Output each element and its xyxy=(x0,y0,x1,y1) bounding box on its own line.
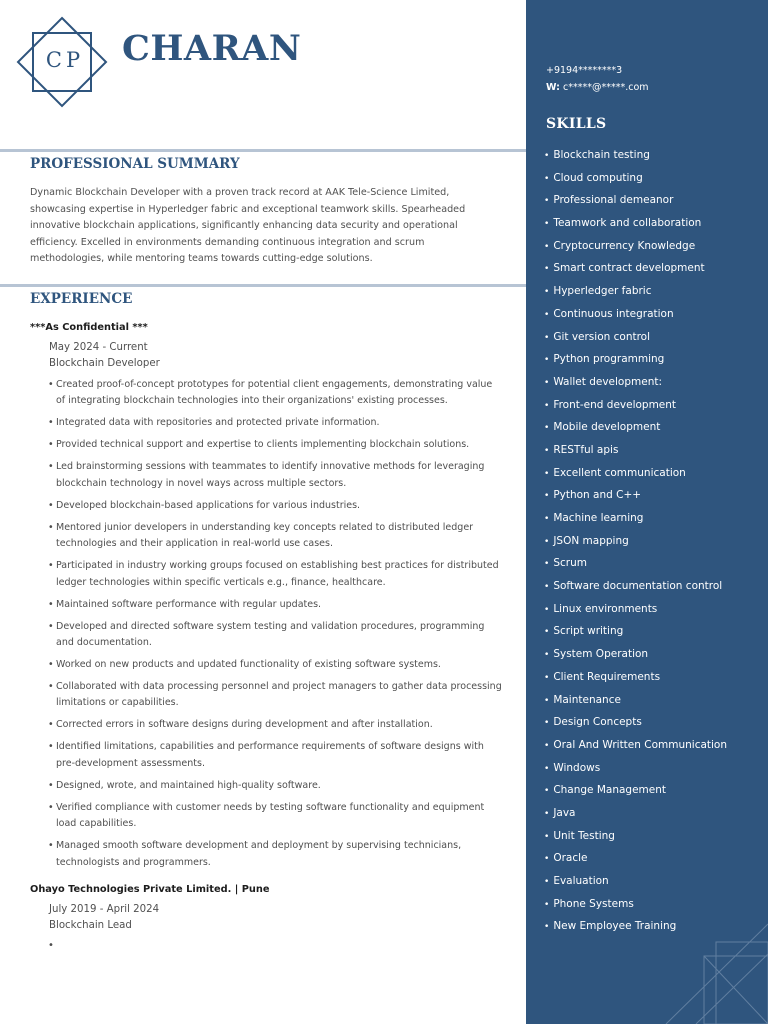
skill-item: • Teamwork and collaboration xyxy=(544,214,727,237)
skill-item: • Python programming xyxy=(544,350,727,373)
job-bullet: • Provided technical support and expertise to clients implementing blockchain solutions. xyxy=(48,437,504,453)
skill-item: • Wallet development: xyxy=(544,373,727,396)
skill-item: • System Operation xyxy=(544,645,727,668)
summary-heading: PROFESSIONAL SUMMARY xyxy=(30,156,240,172)
job-bullet: • Identified limitations, capabilities and performance requirements of software designs with pre-development assessments. xyxy=(48,739,504,772)
job-bullet: • Maintained software performance with regular updates. xyxy=(48,597,504,613)
skill-item: • JSON mapping xyxy=(544,532,727,555)
skill-item: • Excellent communication xyxy=(544,464,727,487)
contact-email-row xyxy=(546,79,649,96)
summary-text: Dynamic Blockchain Developer with a proven track record at AAK Tele-Science Limited, showcasing expertise in Hyperledger fabric and exceptional teamwork skills. Spearheaded innovative blockchain applications, significantly enhancing data security and operational efficiency. Excelled in environments demanding continuous integration and scrum methodologies, while mentoring teams towards cutting-edge solutions. xyxy=(30,187,466,265)
job-bullet: • Participated in industry working groups focused on establishing best practices for distributed ledger technologies within specific verticals e.g., finance, healthcare. xyxy=(48,558,504,591)
job-company: Ohayo Technologies Private Limited. | Pune xyxy=(30,884,270,895)
job-role: Blockchain Developer xyxy=(49,358,160,369)
contact-block xyxy=(546,62,649,96)
skill-item: • Java xyxy=(544,804,727,827)
skill-item: • Blockchain testing xyxy=(544,146,727,169)
skill-item: • RESTful apis xyxy=(544,441,727,464)
job-bullet: • Collaborated with data processing personnel and project managers to gather data processing limitations or capabilities. xyxy=(48,679,504,712)
contact-phone: +9194********3 xyxy=(546,65,623,76)
sidebar xyxy=(526,0,768,1024)
contact-email-label: W: xyxy=(546,82,560,93)
skill-item: • Mobile development xyxy=(544,418,727,441)
job-bullet: • Verified compliance with customer needs by testing software functionality and equipment load capabilities. xyxy=(48,800,504,833)
contact-email: c*****@*****.com xyxy=(563,82,649,93)
job-bullet: • Worked on new products and updated functionality of existing software systems. xyxy=(48,657,504,673)
job-bullet: • Developed blockchain-based applications for various industries. xyxy=(48,498,504,514)
skill-item: • Oral And Written Communication xyxy=(544,736,727,759)
experience-heading: EXPERIENCE xyxy=(30,291,133,307)
skill-item: • New Employee Training xyxy=(544,917,727,940)
job-role: Blockchain Lead xyxy=(49,920,132,931)
job-bullet: • Managed smooth software development and deployment by supervising technicians, technologists and programmers. xyxy=(48,838,504,871)
skill-item: • Client Requirements xyxy=(544,668,727,691)
empty-bullet-marker: • xyxy=(48,940,54,951)
skill-item: • Phone Systems xyxy=(544,895,727,918)
skill-item: • Machine learning xyxy=(544,509,727,532)
skill-item: • Hyperledger fabric xyxy=(544,282,727,305)
job-company: ***As Confidential *** xyxy=(30,322,148,333)
skill-item: • Design Concepts xyxy=(544,713,727,736)
job-bullet: • Created proof-of-concept prototypes for potential client engagements, demonstrating value of integrating blockchain technologies into their organizations' existing processes. xyxy=(48,377,504,410)
skill-item: • Change Management xyxy=(544,781,727,804)
job-bullet: • Mentored junior developers in understanding key concepts related to distributed ledger technologies and their application in real-world use cases. xyxy=(48,520,504,553)
section-divider xyxy=(0,284,526,287)
skill-item: • Software documentation control xyxy=(544,577,727,600)
decorative-lines-icon xyxy=(526,884,768,1024)
candidate-name: CHARAN xyxy=(122,28,302,69)
skill-item: • Continuous integration xyxy=(544,305,727,328)
skill-item: • Python and C++ xyxy=(544,486,727,509)
job-dates: May 2024 - Current xyxy=(49,342,148,353)
skills-list xyxy=(544,146,727,940)
job-bullet: • Developed and directed software system testing and validation procedures, programming and documentation. xyxy=(48,619,504,652)
skill-item: • Oracle xyxy=(544,849,727,872)
skill-item: • Unit Testing xyxy=(544,827,727,850)
skill-item: • Smart contract development xyxy=(544,259,727,282)
job-bullet: • Designed, wrote, and maintained high-quality software. xyxy=(48,778,504,794)
skill-item: • Git version control xyxy=(544,328,727,351)
job-bullet: • Integrated data with repositories and protected private information. xyxy=(48,415,504,431)
job-bullets xyxy=(48,377,504,877)
skill-item: • Script writing xyxy=(544,622,727,645)
skills-heading: SKILLS xyxy=(546,116,607,132)
job-dates: July 2019 - April 2024 xyxy=(49,904,160,915)
skill-item: • Front-end development xyxy=(544,396,727,419)
job-bullet: • Led brainstorming sessions with teammates to identify innovative methods for leveraging blockchain technology in novel ways across multiple sectors. xyxy=(48,459,504,492)
job-bullet: • Corrected errors in software designs during development and after installation. xyxy=(48,717,504,733)
skill-item: • Windows xyxy=(544,759,727,782)
skill-item: • Maintenance xyxy=(544,691,727,714)
skill-item: • Professional demeanor xyxy=(544,191,727,214)
skill-item: • Cloud computing xyxy=(544,169,727,192)
skill-item: • Linux environments xyxy=(544,600,727,623)
skill-item: • Scrum xyxy=(544,554,727,577)
skill-item: • Evaluation xyxy=(544,872,727,895)
logo-initials: CP xyxy=(45,48,85,72)
skill-item: • Cryptocurrency Knowledge xyxy=(544,237,727,260)
section-divider xyxy=(0,149,526,152)
